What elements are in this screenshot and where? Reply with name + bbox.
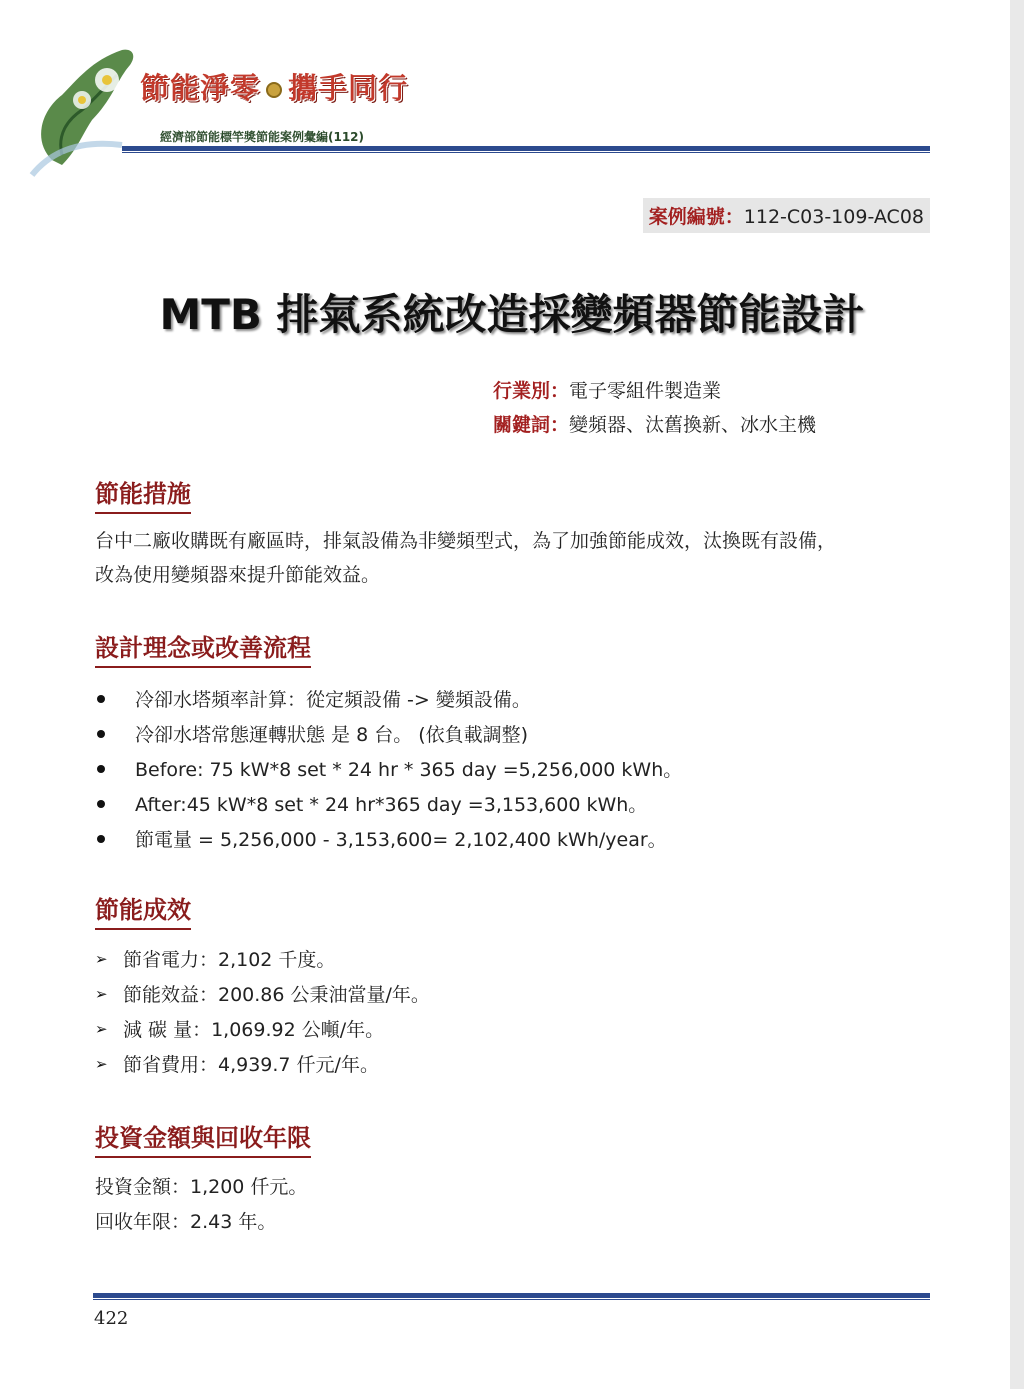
bullet-dot-icon — [97, 835, 105, 843]
page-edge-bar — [1010, 0, 1024, 1389]
footer-rule — [93, 1293, 930, 1298]
series-subtitle: 經濟部節能標竿獎節能案例彙編(112) — [160, 130, 365, 144]
logo-title-part2: 攜手同行 — [288, 71, 409, 105]
footer-rule-thin — [93, 1299, 930, 1300]
list-item-text: Before: 75 kW*8 set * 24 hr * 365 day =5,256,000 kWh。 — [135, 759, 683, 781]
list-item — [95, 681, 682, 716]
list-item-text: 減 碳 量：1,069.92 公噸/年。 — [123, 1019, 385, 1041]
section-heading-results: 節能成效 — [95, 890, 191, 930]
arrow-bullet-icon: ➢ — [95, 1019, 108, 1038]
industry-label: 行業別： — [493, 380, 570, 402]
list-item — [95, 786, 682, 821]
section-heading-investment: 投資金額與回收年限 — [95, 1118, 311, 1158]
list-item — [95, 821, 682, 856]
measures-paragraph — [95, 524, 935, 592]
measures-line: 台中二廠收購既有廠區時，排氣設備為非變頻型式，為了加強節能成效，汰換既有設備， — [95, 530, 837, 552]
arrow-bullet-icon: ➢ — [95, 1054, 108, 1073]
list-item-text: 冷卻水塔常態運轉狀態 是 8 台。 (依負載調整) — [135, 724, 529, 746]
list-item — [95, 1046, 430, 1081]
case-number-value: 112-C03-109-AC08 — [743, 206, 924, 228]
list-item — [95, 941, 430, 976]
section-heading-measures: 節能措施 — [95, 474, 191, 514]
list-item-text: 節能效益：200.86 公秉油當量/年。 — [123, 984, 430, 1006]
industry-value: 電子零組件製造業 — [569, 380, 722, 402]
list-item — [95, 1011, 430, 1046]
keywords-value: 變頻器、汰舊換新、冰水主機 — [569, 414, 817, 436]
header-rule-thin — [122, 152, 930, 153]
section-heading-design: 設計理念或改善流程 — [95, 628, 311, 668]
list-item-text: 冷卻水塔頻率計算：從定頻設備 -> 變頻設備。 — [135, 689, 531, 711]
bullet-dot-icon — [97, 695, 105, 703]
logo-title — [140, 66, 408, 107]
measures-line: 改為使用變頻器來提升節能效益。 — [95, 564, 381, 586]
arrow-bullet-icon: ➢ — [95, 949, 108, 968]
bullet-dot-icon — [97, 730, 105, 738]
logo-graphic — [22, 40, 162, 180]
design-bullet-list — [95, 681, 682, 856]
list-item-text: 節電量 = 5,256,000 - 3,153,600= 2,102,400 kWh/year。 — [135, 829, 667, 851]
arrow-bullet-icon: ➢ — [95, 984, 108, 1003]
list-item-text: After:45 kW*8 set * 24 hr*365 day =3,153,600 kWh。 — [135, 794, 648, 816]
list-item — [95, 976, 430, 1011]
list-item-text: 節省費用：4,939.7 仟元/年。 — [123, 1054, 379, 1076]
case-number-label: 案例編號： — [648, 206, 744, 228]
results-list — [95, 941, 430, 1081]
keywords-line — [493, 410, 816, 437]
page-number: 422 — [94, 1308, 129, 1329]
industry-line — [493, 376, 721, 403]
list-item — [95, 716, 682, 751]
bullet-dot-icon — [97, 800, 105, 808]
investment-block — [95, 1170, 307, 1240]
keywords-label: 關鍵詞： — [493, 414, 570, 436]
logo-dot-icon — [266, 82, 282, 98]
investment-line: 投資金額：1,200 仟元。 — [95, 1176, 308, 1198]
investment-line: 回收年限：2.43 年。 — [95, 1211, 277, 1233]
list-item-text: 節省電力：2,102 千度。 — [123, 949, 336, 971]
case-number-box — [643, 198, 930, 233]
header-rule — [122, 146, 930, 151]
logo-title-part1: 節能淨零 — [140, 71, 261, 105]
list-item — [95, 751, 682, 786]
page-title: MTB 排氣系統改造採變頻器節能設計 — [159, 290, 865, 339]
bullet-dot-icon — [97, 765, 105, 773]
